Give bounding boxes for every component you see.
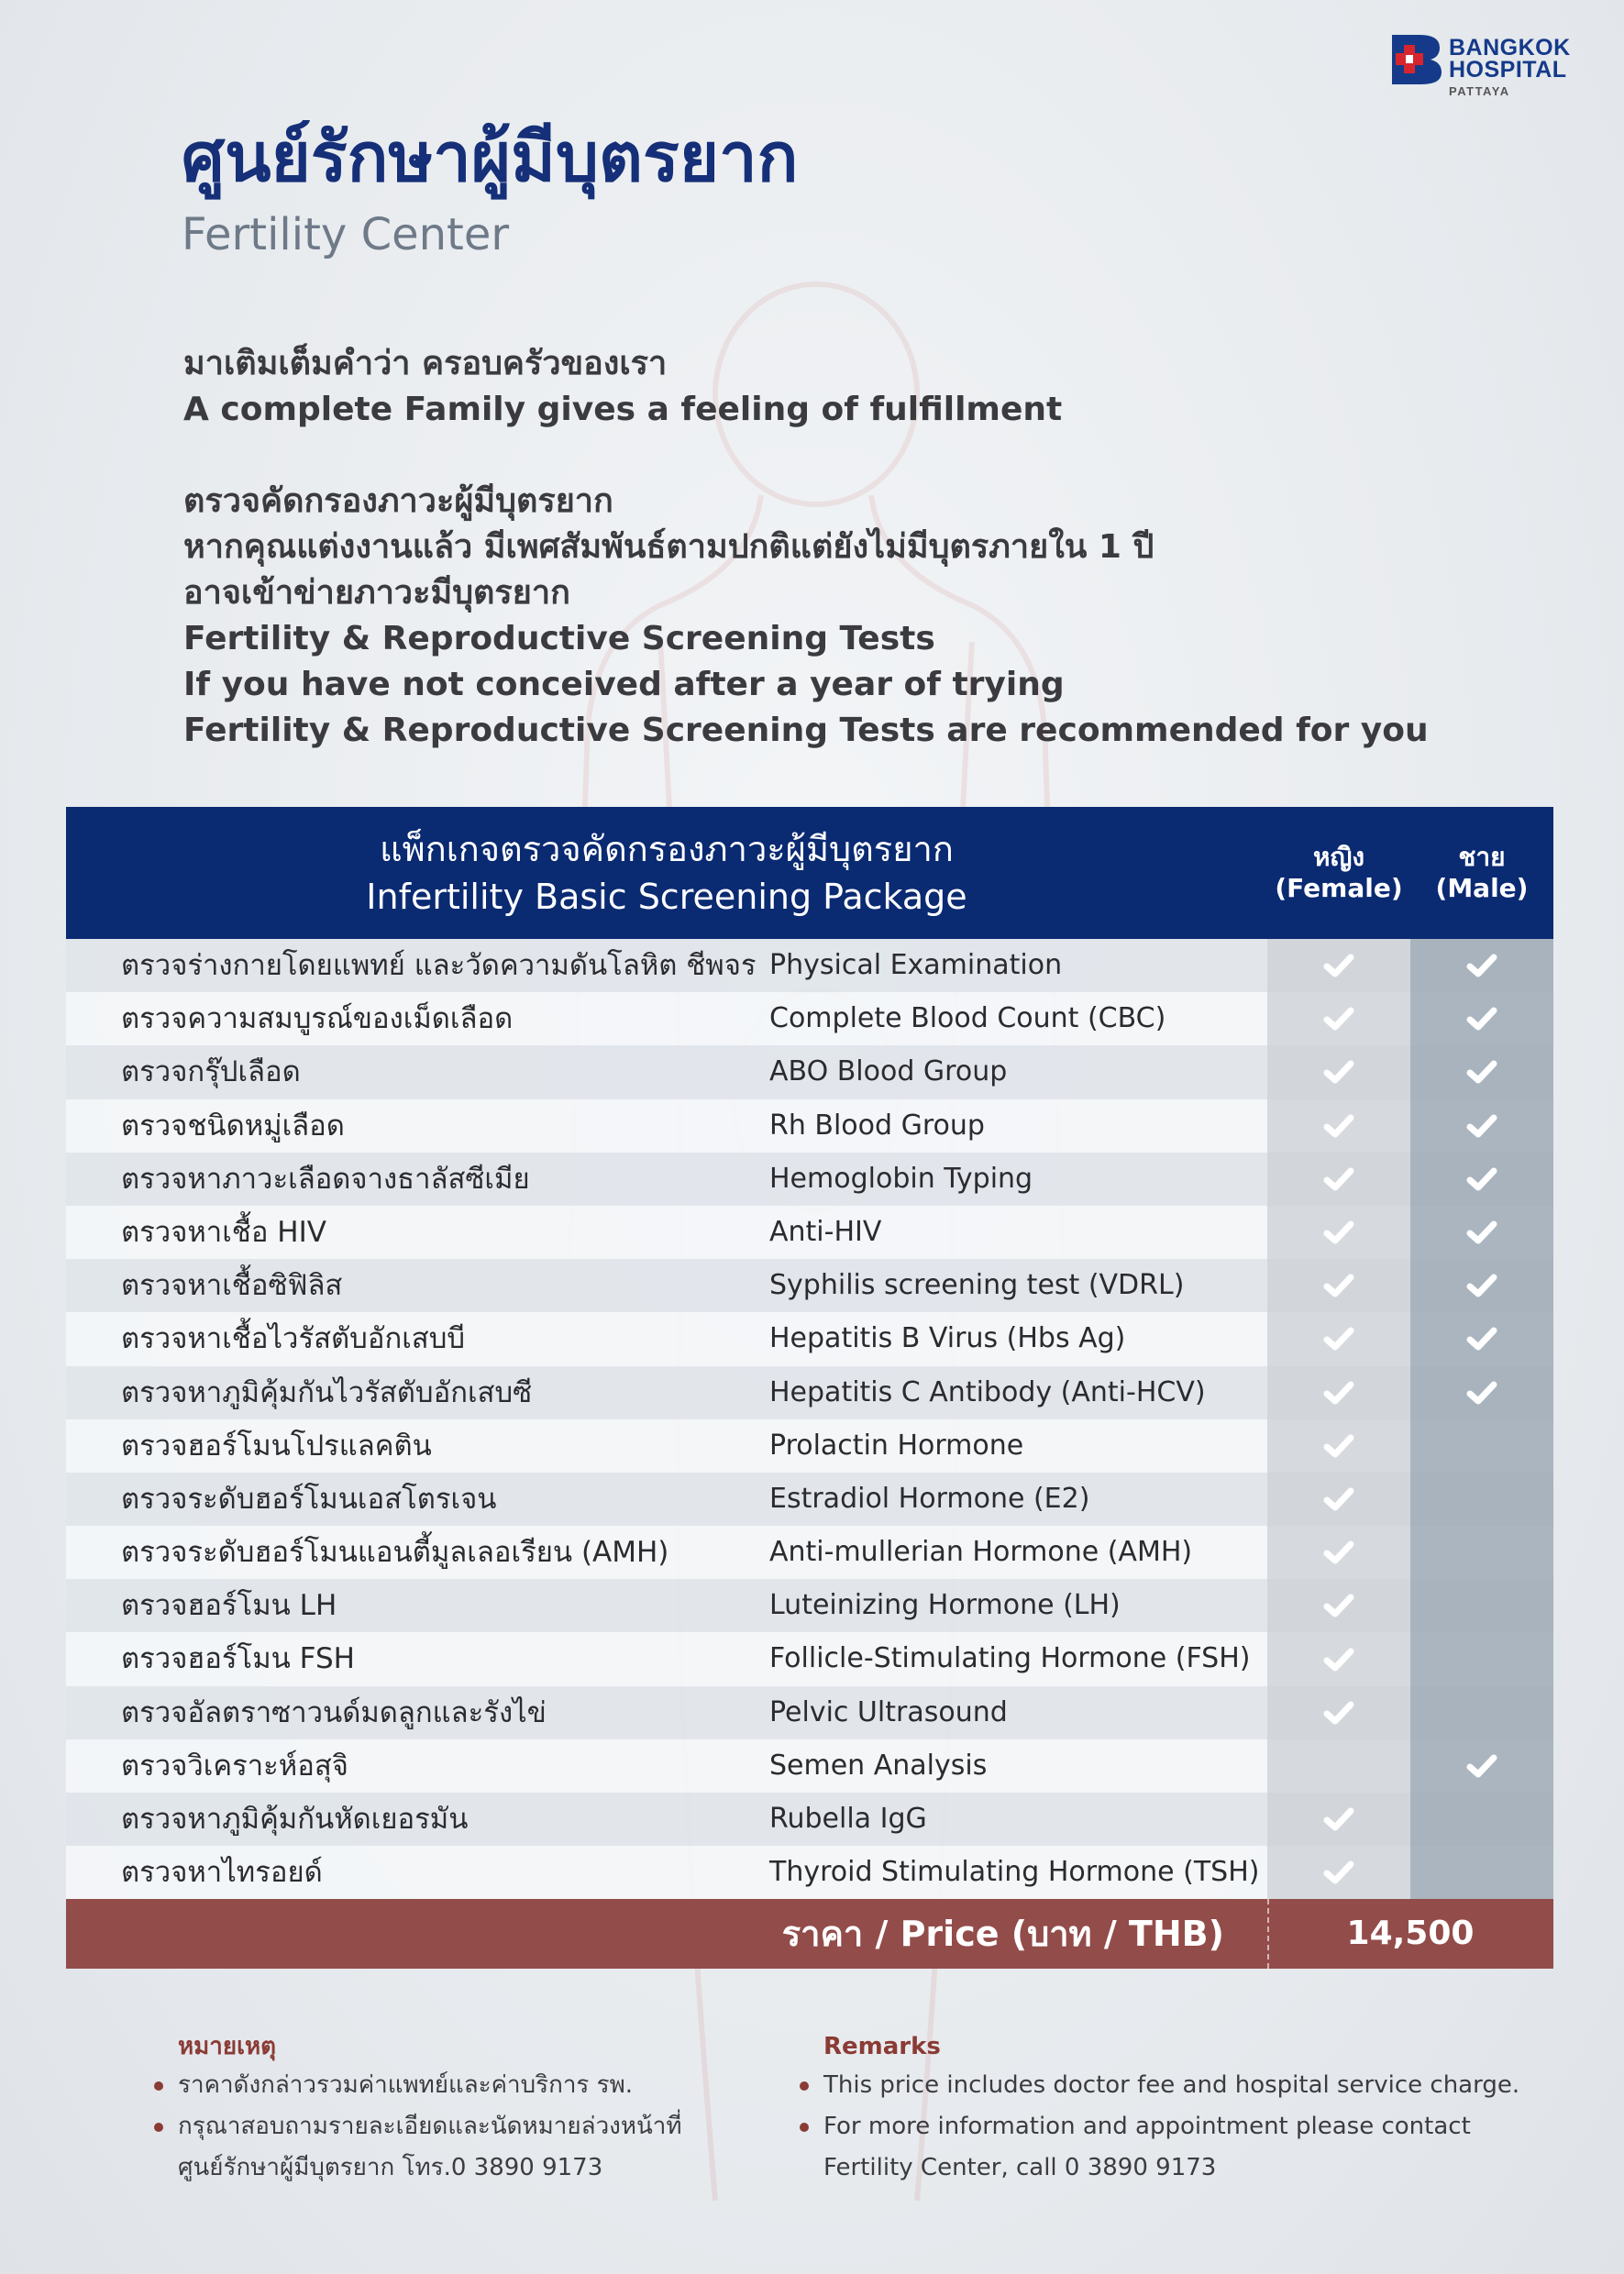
table-row xyxy=(66,1419,1553,1473)
remark-item: ราคาดังกล่าวรวมค่าแพทย์และค่าบริการ รพ. xyxy=(154,2065,796,2106)
check-icon xyxy=(1323,1006,1354,1032)
table-row xyxy=(66,1153,1553,1206)
check-icon xyxy=(1323,1380,1354,1406)
table-row xyxy=(66,1846,1553,1899)
check-icon xyxy=(1323,1273,1354,1298)
intro-text xyxy=(183,341,1431,754)
male-cell xyxy=(1410,992,1553,1045)
male-cell xyxy=(1410,1739,1553,1793)
male-cell xyxy=(1410,1366,1553,1419)
check-icon xyxy=(1323,1486,1354,1512)
intro-line: Fertility & Reproductive Screening Tests are recommended for you xyxy=(183,712,1429,749)
bullet-icon xyxy=(154,2081,163,2091)
test-name-thai: ตรวจหาภูมิคุ้มกันหัดเยอรมัน xyxy=(121,1803,469,1836)
check-icon xyxy=(1466,1380,1497,1406)
test-name-thai: ตรวจหาเชื้อไวรัสตับอักเสบบี xyxy=(121,1322,466,1356)
remarks-thai xyxy=(154,2028,796,2189)
female-cell xyxy=(1267,1259,1410,1312)
check-icon xyxy=(1323,1540,1354,1565)
remarks-english xyxy=(800,2028,1533,2189)
female-cell xyxy=(1267,1099,1410,1153)
female-cell xyxy=(1267,1526,1410,1579)
test-name-english: Physical Examination xyxy=(769,949,1063,981)
female-cell xyxy=(1267,1312,1410,1365)
intro-line: อาจเข้าข่ายภาวะมีบุตรยาก xyxy=(183,574,570,612)
bullet-icon xyxy=(800,2081,809,2091)
tagline-thai: มาเติมเต็มคำว่า ครอบครัวของเรา xyxy=(183,345,668,382)
test-name-english: Syphilis screening test (VDRL) xyxy=(769,1269,1185,1302)
remark-item: This price includes doctor fee and hospital service charge. xyxy=(800,2065,1533,2106)
check-icon xyxy=(1466,1326,1497,1352)
male-cell xyxy=(1410,1632,1553,1685)
check-icon xyxy=(1466,953,1497,978)
female-cell xyxy=(1267,1579,1410,1632)
male-cell xyxy=(1410,1526,1553,1579)
bullet-icon xyxy=(154,2123,163,2132)
table-row xyxy=(66,1632,1553,1685)
check-icon xyxy=(1323,1433,1354,1459)
female-cell xyxy=(1267,1366,1410,1419)
male-cell xyxy=(1410,1153,1553,1206)
price-label: ราคา / Price (บาท / THB) xyxy=(781,1914,1224,1955)
check-icon xyxy=(1466,1059,1497,1085)
page-title-thai: ศูนย์รักษาผู้มีบุตรยาก xyxy=(182,118,799,197)
table-row xyxy=(66,1366,1553,1419)
female-label-english: (Female) xyxy=(1275,873,1403,903)
test-name-thai: ตรวจกรุ๊ปเลือด xyxy=(121,1055,301,1089)
intro-line: If you have not conceived after a year of trying xyxy=(183,666,1065,703)
check-icon xyxy=(1323,1647,1354,1672)
test-name-thai: ตรวจฮอร์โมน FSH xyxy=(121,1642,355,1676)
male-label-thai: ชาย xyxy=(1458,842,1506,872)
test-name-english: Luteinizing Hormone (LH) xyxy=(769,1589,1121,1622)
test-name-english: Anti-mullerian Hormone (AMH) xyxy=(769,1536,1193,1569)
test-name-english: Hepatitis C Antibody (Anti-HCV) xyxy=(769,1375,1206,1408)
test-name-english: Anti-HIV xyxy=(769,1215,882,1248)
test-name-thai: ตรวจหาเชื้อ HIV xyxy=(121,1215,326,1249)
table-row xyxy=(66,1739,1553,1793)
table-row xyxy=(66,1099,1553,1153)
test-name-thai: ตรวจหาภูมิคุ้มกันไวรัสตับอักเสบซี xyxy=(121,1375,533,1409)
female-cell xyxy=(1267,1846,1410,1899)
table-row xyxy=(66,1526,1553,1579)
table-row xyxy=(66,939,1553,992)
male-cell xyxy=(1410,1579,1553,1632)
test-name-english: Hepatitis B Virus (Hbs Ag) xyxy=(769,1322,1126,1355)
male-cell xyxy=(1410,1473,1553,1526)
test-name-thai: ตรวจความสมบูรณ์ของเม็ดเลือด xyxy=(121,1002,514,1036)
male-cell xyxy=(1410,1259,1553,1312)
check-icon xyxy=(1323,1326,1354,1352)
table-body xyxy=(66,939,1553,1899)
check-icon xyxy=(1323,1700,1354,1726)
test-name-english: Estradiol Hormone (E2) xyxy=(769,1482,1090,1515)
male-cell xyxy=(1410,1312,1553,1365)
table-row xyxy=(66,1206,1553,1259)
check-icon xyxy=(1466,1220,1497,1245)
male-cell xyxy=(1410,1419,1553,1473)
tagline-english: A complete Family gives a feeling of fulfillment xyxy=(183,391,1063,428)
test-name-thai: ตรวจฮอร์โมนโปรแลคติน xyxy=(121,1429,432,1463)
check-icon xyxy=(1323,1166,1354,1192)
check-icon xyxy=(1323,1113,1354,1139)
male-column-header xyxy=(1410,807,1553,939)
test-name-thai: ตรวจหาภาวะเลือดจางธาลัสซีเมีย xyxy=(121,1162,530,1196)
check-icon xyxy=(1323,1860,1354,1885)
bullet-icon xyxy=(800,2123,809,2132)
table-header xyxy=(66,807,1553,939)
test-name-english: Thyroid Stimulating Hormone (TSH) xyxy=(769,1856,1260,1889)
check-icon xyxy=(1323,1806,1354,1832)
check-icon xyxy=(1323,1059,1354,1085)
table-row xyxy=(66,1686,1553,1739)
male-cell xyxy=(1410,1045,1553,1098)
test-name-thai: ตรวจวิเคราะห์อสุจิ xyxy=(121,1749,348,1783)
logo-text-pattaya: PATTAYA xyxy=(1449,84,1510,98)
table-row xyxy=(66,1259,1553,1312)
price-bar xyxy=(66,1899,1553,1969)
test-name-thai: ตรวจอัลตราซาวนด์มดลูกและรังไข่ xyxy=(121,1695,547,1729)
table-row xyxy=(66,1473,1553,1526)
intro-line: หากคุณแต่งงานแล้ว มีเพศสัมพันธ์ตามปกติแต่ยังไม่มีบุตรภายใน 1 ปี xyxy=(183,528,1154,566)
male-cell xyxy=(1410,1686,1553,1739)
female-cell xyxy=(1267,1739,1410,1793)
male-cell xyxy=(1410,1793,1553,1846)
male-cell xyxy=(1410,1206,1553,1259)
female-cell xyxy=(1267,1793,1410,1846)
test-name-english: Complete Blood Count (CBC) xyxy=(769,1002,1166,1035)
check-icon xyxy=(1466,1753,1497,1779)
female-column-header xyxy=(1267,807,1410,939)
hospital-logo xyxy=(1392,31,1603,105)
check-icon xyxy=(1466,1113,1497,1139)
table-row xyxy=(66,992,1553,1045)
intro-line: ตรวจคัดกรองภาวะผู้มีบุตรยาก xyxy=(183,482,613,520)
female-cell xyxy=(1267,992,1410,1045)
male-cell xyxy=(1410,1846,1553,1899)
price-value: 14,500 xyxy=(1346,1915,1475,1953)
female-cell xyxy=(1267,1632,1410,1685)
test-name-thai: ตรวจร่างกายโดยแพทย์ และวัดความดันโลหิต ชีพจร xyxy=(121,949,757,982)
remark-item: For more information and appointment please contact Fertility Center, call 0 3890 9173 xyxy=(800,2106,1533,2189)
test-name-english: Rubella IgG xyxy=(769,1803,927,1835)
logo-text-bangkok: BANGKOK xyxy=(1449,35,1571,61)
test-name-english: Semen Analysis xyxy=(769,1749,988,1782)
male-cell xyxy=(1410,1099,1553,1153)
table-row xyxy=(66,1793,1553,1846)
test-name-thai: ตรวจหาเชื้อซิฟิลิส xyxy=(121,1269,343,1303)
female-cell xyxy=(1267,1686,1410,1739)
test-name-thai: ตรวจระดับฮอร์โมนเอสโตรเจน xyxy=(121,1482,497,1516)
check-icon xyxy=(1466,1273,1497,1298)
bangkok-hospital-logo-icon xyxy=(1392,35,1442,84)
test-name-english: Rh Blood Group xyxy=(769,1109,985,1142)
package-title-thai: แพ็กเกจตรวจคัดกรองภาวะผู้มีบุตรยาก xyxy=(380,829,954,869)
remark-item: กรุณาสอบถามรายละเอียดและนัดหมายล่วงหน้าที่ ศูนย์รักษาผู้มีบุตรยาก โทร.0 3890 9173 xyxy=(154,2106,796,2189)
female-cell xyxy=(1267,1206,1410,1259)
female-cell xyxy=(1267,939,1410,992)
female-cell xyxy=(1267,1045,1410,1098)
check-icon xyxy=(1323,953,1354,978)
check-icon xyxy=(1323,1593,1354,1618)
remarks-title-english: Remarks xyxy=(823,2033,941,2060)
check-icon xyxy=(1323,1220,1354,1245)
test-name-english: Follicle-Stimulating Hormone (FSH) xyxy=(769,1642,1251,1675)
page-title-english: Fertility Center xyxy=(182,209,510,260)
intro-line: Fertility & Reproductive Screening Tests xyxy=(183,620,935,657)
table-row xyxy=(66,1312,1553,1365)
female-label-thai: หญิง xyxy=(1313,842,1364,872)
test-name-thai: ตรวจฮอร์โมน LH xyxy=(121,1589,337,1623)
test-name-english: ABO Blood Group xyxy=(769,1055,1008,1088)
test-name-thai: ตรวจหาไทรอยด์ xyxy=(121,1856,323,1890)
test-name-english: Pelvic Ultrasound xyxy=(769,1695,1008,1728)
female-cell xyxy=(1267,1153,1410,1206)
logo-text-hospital: HOSPITAL xyxy=(1449,57,1567,83)
table-row xyxy=(66,1045,1553,1098)
check-icon xyxy=(1466,1006,1497,1032)
remarks-title-thai: หมายเหตุ xyxy=(178,2033,277,2060)
test-name-english: Prolactin Hormone xyxy=(769,1429,1024,1462)
table-row xyxy=(66,1579,1553,1632)
female-cell xyxy=(1267,1419,1410,1473)
test-name-thai: ตรวจระดับฮอร์โมนแอนตี้มูลเลอเรียน (AMH) xyxy=(121,1536,669,1570)
screening-package-table xyxy=(66,807,1553,1969)
female-cell xyxy=(1267,1473,1410,1526)
package-title-english: Infertility Basic Screening Package xyxy=(366,877,967,917)
male-label-english: (Male) xyxy=(1435,873,1529,903)
test-name-english: Hemoglobin Typing xyxy=(769,1162,1033,1195)
check-icon xyxy=(1466,1166,1497,1192)
test-name-thai: ตรวจชนิดหมู่เลือด xyxy=(121,1109,345,1143)
male-cell xyxy=(1410,939,1553,992)
package-title xyxy=(66,807,1267,939)
